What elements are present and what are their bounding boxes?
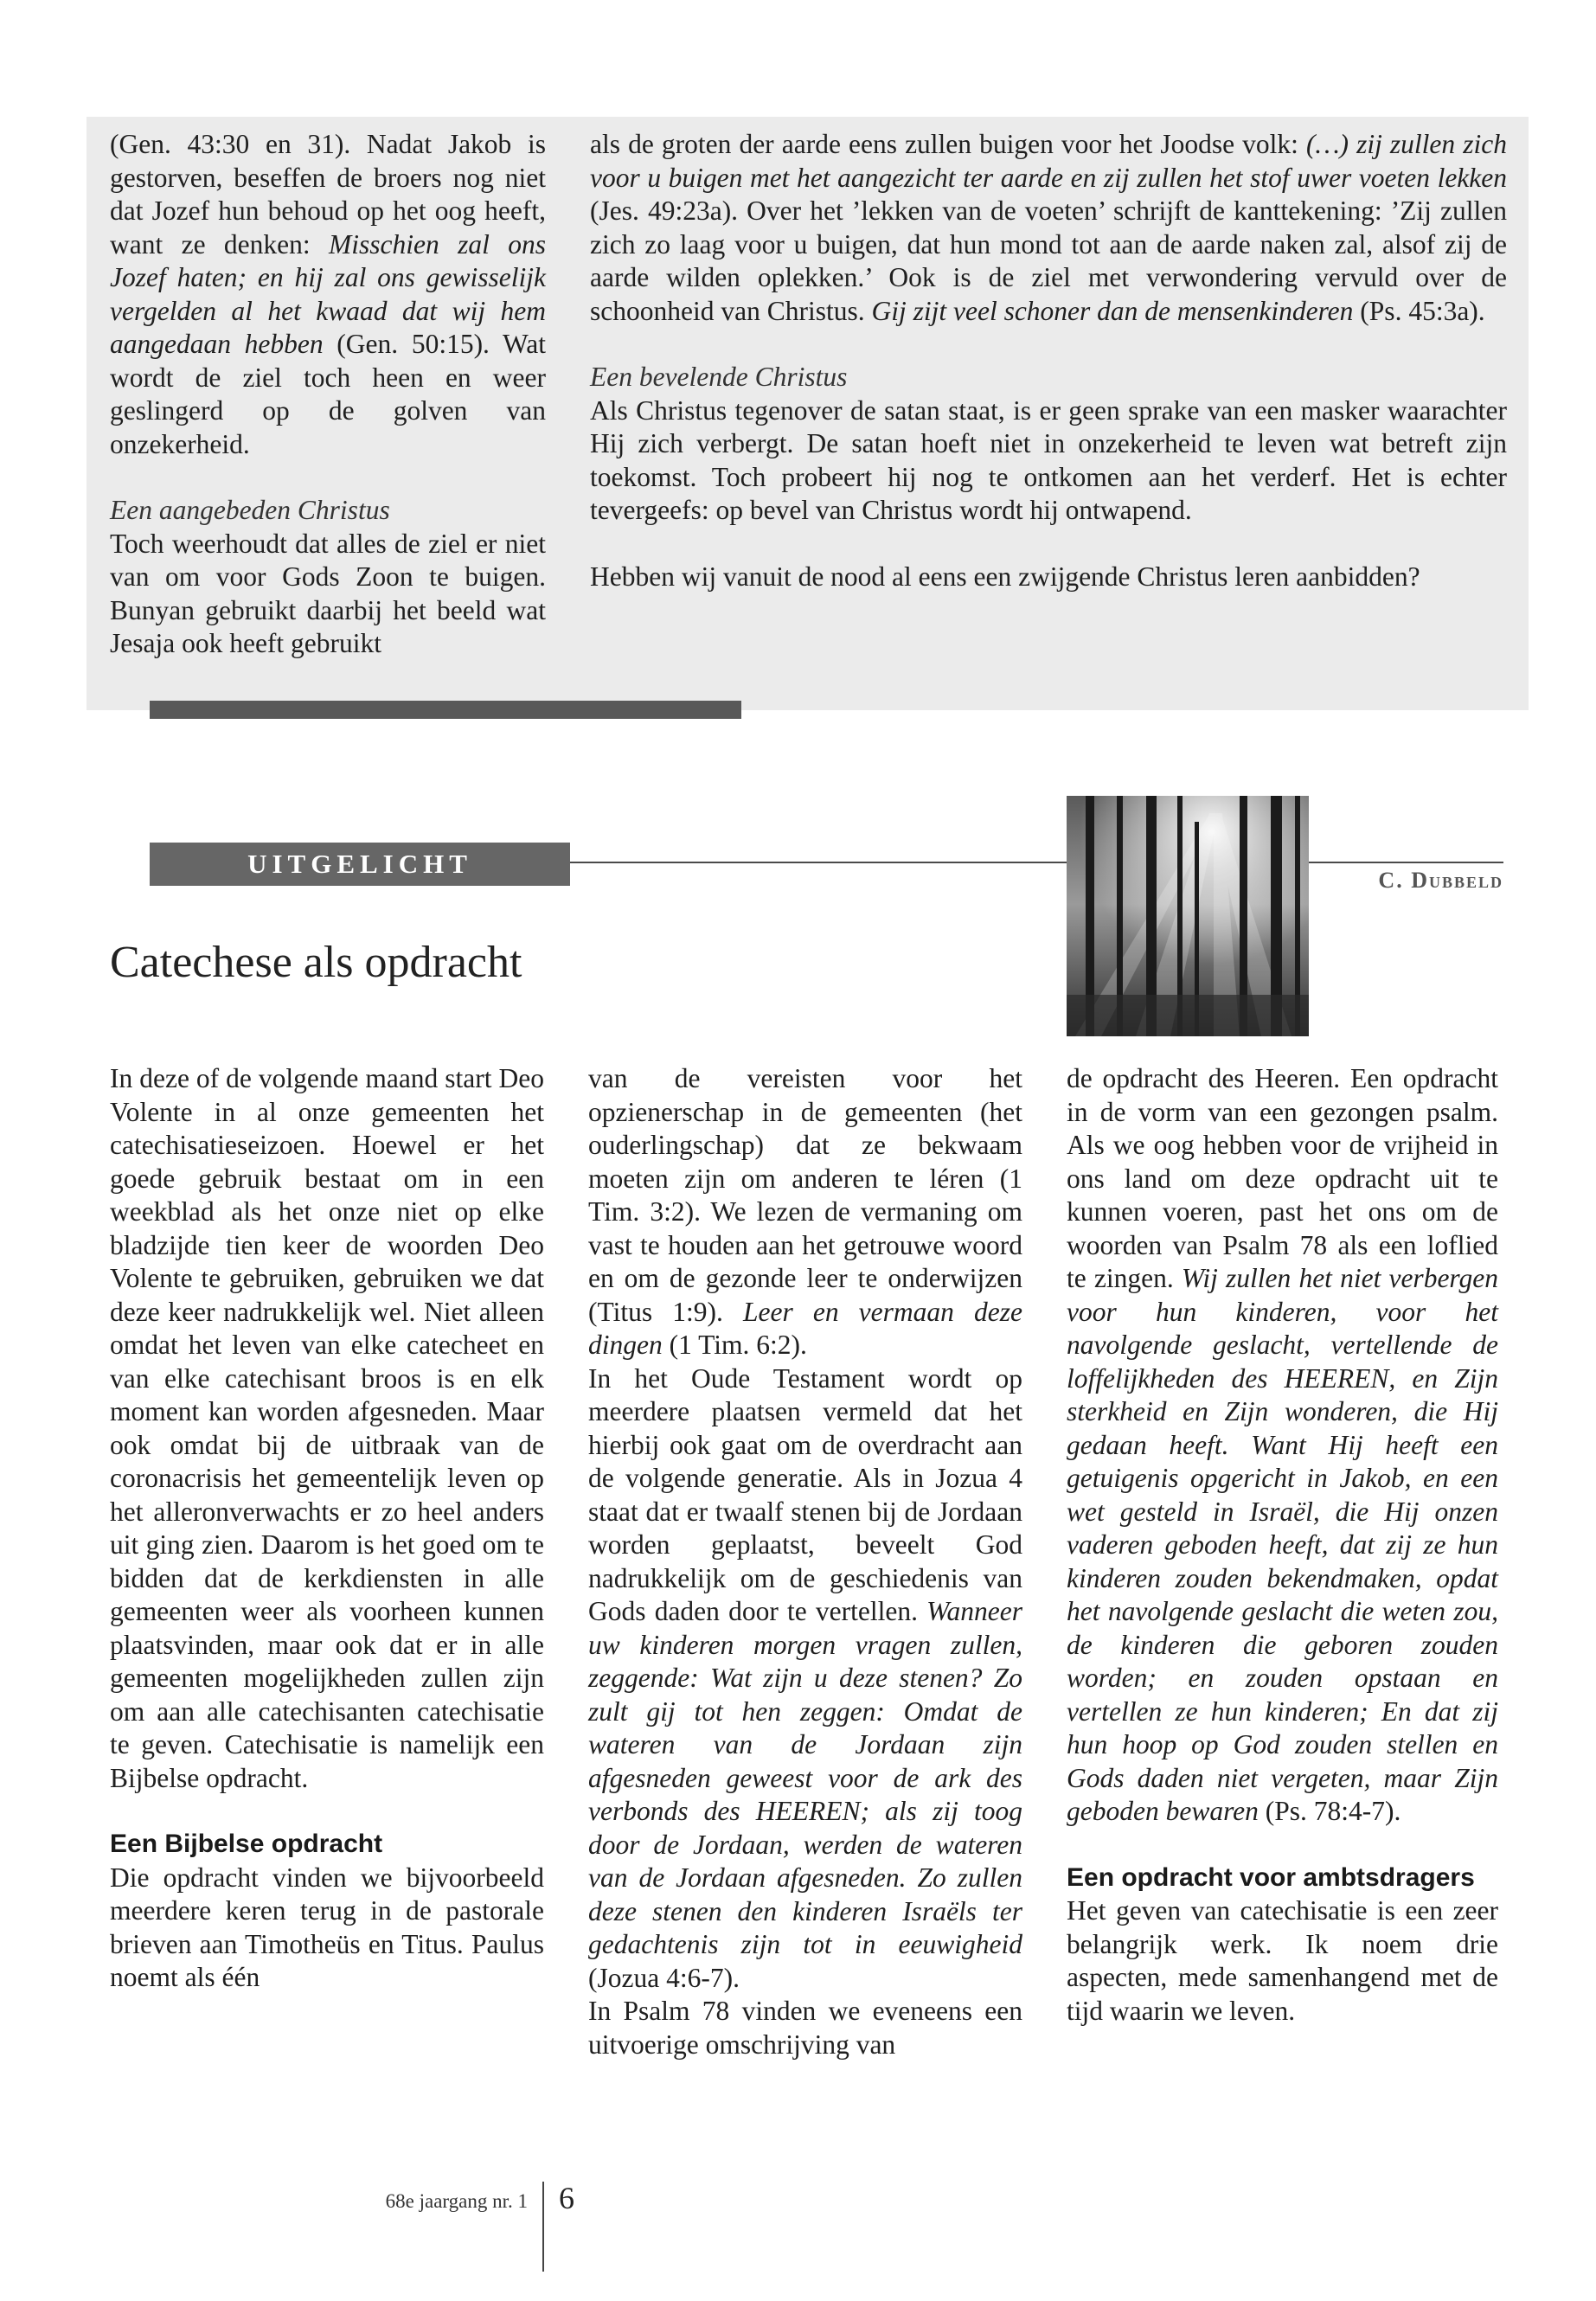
paragraph: (Gen. 43:30 en 31). Nadat Jakob is gestorven, beseffen de broers nog niet dat Jozef hun behoud op het oog heeft, want ze denken: Misschien zal ons Jozef haten; en hij zal ons gewisselijk vergelden al het kwaad dat wij hem aangedaan hebben (Gen. 50:15). Wat wordt de ziel toch heen en weer geslingerd op de golven van onzekerheid. [110,129,546,459]
box-accent-bar [150,701,741,719]
paragraph: Het geven van catechisatie is een zeer belangrijk werk. Ik noem drie aspecten, mede samenhangend met de tijd waarin we leven. [1067,1895,1498,2026]
subheading-ambtsdragers: Een opdracht voor ambtsdragers [1067,1862,1475,1892]
paragraph: Hebben wij vanuit de nood al eens een zwijgende Christus leren aanbidden? [590,561,1420,592]
paragraph: de opdracht des Heeren. Een opdracht in de vorm van een gezongen psalm. Als we oog hebben voor de vrijheid in ons land om deze opdracht uit te kunnen voeren, past het ons om de woorden van Psalm 78 als een loflied te zingen. Wij zullen het niet verbergen voor hun kinderen, voor het navolgende geslacht, vertellende de loffelijkheden des HEEREN, en Zijn sterkheid en Zijn wonderen, die Hij gedaan heeft. Want Hij heeft een getuigenis opgericht in Jakob, en een wet gesteld in Israël, die Hij onzen vaderen geboden heeft, dat zij ze hun kinderen zouden bekendmaken, opdat het navolgende geslacht die weten zou, de kinderen die geboren zouden worden; en zouden opstaan en vertellen ze hun kinderen; En dat zij hun hoop op God zouden stellen en Gods daden niet vergeten, maar Zijn geboden bewaren (Ps. 78:4-7). [1067,1063,1498,1826]
article-column-1 [110,1062,544,1995]
continuation-right-column [590,128,1507,593]
paragraph: als de groten der aarde eens zullen buigen voor het Joodse volk: (…) zij zullen zich voor u buigen met het aangezicht ter aarde en zij zullen het stof uwer voeten lekken (Jes. 49:23a). Over het ’lekken van de voeten’ schrijft de kanttekening: ’Zij zullen zich zo laag voor u buigen, dat hun mond tot aan de aarde naken zal, alsof zij de aarde wilden oplekken.’ Ook is de ziel met verwondering vervuld over de schoonheid van Christus. Gij zijt veel schoner dan de mensenkinderen (Ps. 45:3a). [590,129,1507,326]
page-number: 6 [559,2181,574,2215]
continuation-left-column [110,128,546,661]
subheading-bijbelse-opdracht: Een Bijbelse opdracht [110,1830,383,1858]
paragraph: In het Oude Testament wordt op meerdere plaatsen vermeld dat het hierbij ook gaat om de overdracht aan de volgende generatie. Als in Jozua 4 staat dat er twaalf stenen bij de Jordaan worden geplaatst, beveelt God nadrukkelijk om de geschiedenis van Gods daden door te vertellen. Wanneer uw kinderen morgen vragen zullen, zeggende: Wat zijn u deze stenen? Zo zult gij tot hen zeggen: Omdat de wateren van de Jordaan zijn afgesneden geweest voor de ark des verbonds des HEEREN; als zij toog door de Jordaan, werden de wateren van de Jordaan afgesneden. Zo zullen deze stenen den kinderen Israëls ter gedachtenis zijn tot in eeuwigheid (Jozua 4:6-7). [588,1362,1022,1993]
paragraph: In deze of de volgende maand start Deo Volente in al onze gemeenten het catechisatieseizoen. Hoewel er het goede gebruik bestaat om in een weekblad als het onze niet op elke bladzijde tien keer de woorden Deo Volente te gebruiken, gebruiken we dat deze keer nadrukkelijk wel. Niet alleen omdat het leven van elke catecheet en van elke catechisant broos is en elk moment kan worden afgesneden. Maar ook omdat bij de uitbraak van de coronacrisis het gemeentelijk leven op het alleronverwachts er zo heel anders uit ging zien. Daarom is het goed om te bidden dat de kerkdiensten in alle gemeenten weer als voorheen kunnen plaatsvinden, maar ook dat er in alle gemeenten mogelijkheden zullen zijn om aan alle catechisanten catechisatie te geven. Catechisatie is namelijk een Bijbelse opdracht. [110,1063,544,1793]
subheading-bevelende: Een bevelende Christus [590,362,848,392]
author-name: C. Dubbeld [1378,868,1503,893]
issue-label: 68e jaargang nr. 1 [385,2190,528,2212]
article-column-2 [588,1062,1022,2061]
paragraph: In Psalm 78 vinden we eveneens een uitvoerige omschrijving van [588,1996,1022,2060]
article-column-3 [1067,1062,1498,2028]
paragraph: Toch weerhoudt dat alles de ziel er niet van om voor Gods Zoon te buigen. Bunyan gebruikt daarbij het beeld wat Jesaja ook heeft gebruikt [110,528,546,658]
paragraph: van de vereisten voor het opzienerschap in de gemeenten (het ouderlingschap) dat ze bekwaam moeten zijn om anderen te léren (1 Tim. 3:2). We lezen de vermaning om vast te houden aan het getrouwe woord en om de gezonde leer te onderwijzen (Titus 1:9). Leer en vermaan deze dingen (1 Tim. 6:2). [588,1063,1022,1360]
paragraph: Die opdracht vinden we bijvoorbeeld meerdere keren terug in de pastorale brieven aan Timotheüs en Titus. Paulus noemt als één [110,1862,544,1992]
forest-sunrays-photo [1067,796,1309,1036]
paragraph: Als Christus tegenover de satan staat, is er geen sprake van een masker waarachter Hij zich verbergt. De satan hoeft niet in onzekerheid te leven wat betreft zijn toekomst. Toch probeert hij nog te ontkomen aan het verderf. Het is echter tevergeefs: op bevel van Christus wordt hij ontwapend. [590,394,1507,525]
article-title: Catechese als opdracht [110,938,522,987]
subheading-aangebeden: Een aangebeden Christus [110,495,390,525]
section-label [150,843,570,886]
section-label-text: UITGELICHT [247,849,472,879]
footer-divider [542,2182,544,2272]
